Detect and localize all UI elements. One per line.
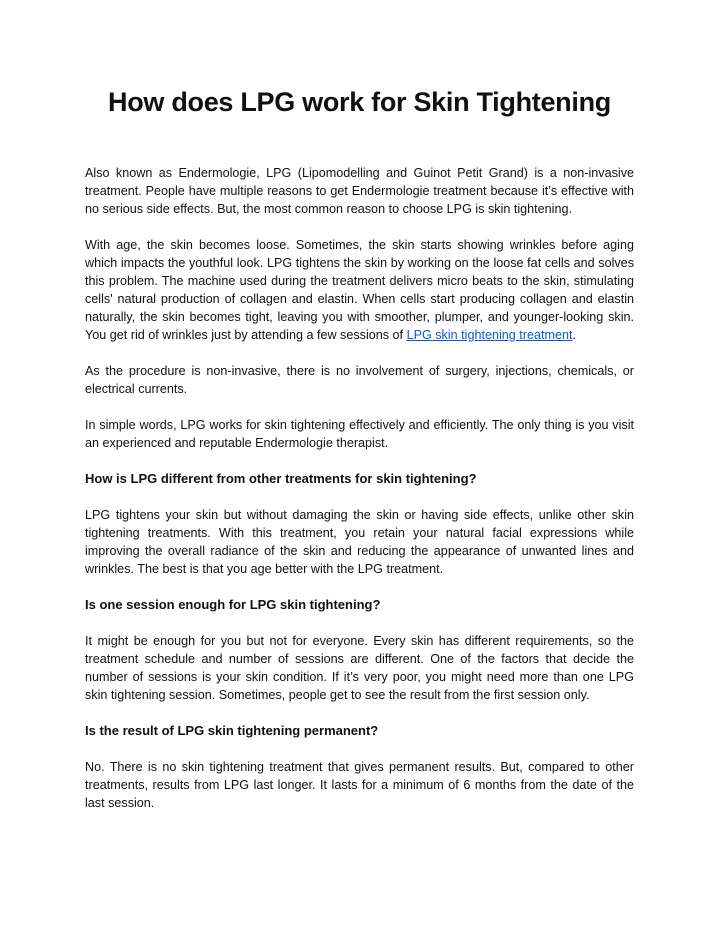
heading-one-session: Is one session enough for LPG skin tightening? xyxy=(85,597,381,612)
page-title: How does LPG work for Skin Tightening xyxy=(108,87,611,117)
heading-how-different: How is LPG different from other treatments for skin tightening? xyxy=(85,471,477,486)
paragraph-one-session: It might be enough for you but not for everyone. Every skin has different requirements, so the treatment schedule and number of sessions are different. One of the factors that decide the number of sessions is your skin condition. If it’s very poor, you might need more than one LPG skin tightening session. Sometimes, people get to see the result from the first session only. xyxy=(85,634,634,702)
heading-permanent: Is the result of LPG skin tightening permanent? xyxy=(85,723,379,738)
paragraph-how-it-works-end: . xyxy=(572,328,576,342)
paragraph-summary: In simple words, LPG works for skin tightening effectively and efficiently. The only thing is you visit an experienced and reputable Endermologie therapist. xyxy=(85,418,634,450)
paragraph-intro: Also known as Endermologie, LPG (Lipomodelling and Guinot Petit Grand) is a non-invasive treatment. People have multiple reasons to get Endermologie treatment because it’s effective with no serious side effects. But, the most common reason to choose LPG is skin tightening. xyxy=(85,166,634,216)
lpg-skin-tightening-link[interactable]: LPG skin tightening treatment xyxy=(406,328,573,342)
paragraph-non-invasive: As the procedure is non-invasive, there is no involvement of surgery, injections, chemicals, or electrical currents. xyxy=(85,364,634,396)
paragraph-how-it-works-text: With age, the skin becomes loose. Sometimes, the skin starts showing wrinkles before aging which impacts the youthful look. LPG tightens the skin by working on the loose fat cells and solves this problem. The machine used during the treatment delivers micro beats to the skin, stimulating cells' natural production of collagen and elastin. When cells start producing collagen and elastin naturally, the skin becomes tight, leaving you with smoother, plumper, and younger-looking skin. You get rid of wrinkles just by attending a few sessions of xyxy=(85,238,634,342)
paragraph-how-different: LPG tightens your skin but without damaging the skin or having side effects, unlike other skin tightening treatments. With this treatment, you retain your natural facial expressions while improving the overall radiance of the skin and reducing the appearance of unwanted lines and wrinkles. The best is that you age better with the LPG treatment. xyxy=(85,508,634,576)
paragraph-permanent: No. There is no skin tightening treatment that gives permanent results. But, compared to other treatments, results from LPG last longer. It lasts for a minimum of 6 months from the date of the last session. xyxy=(85,760,634,810)
paragraph-how-it-works xyxy=(85,236,634,344)
